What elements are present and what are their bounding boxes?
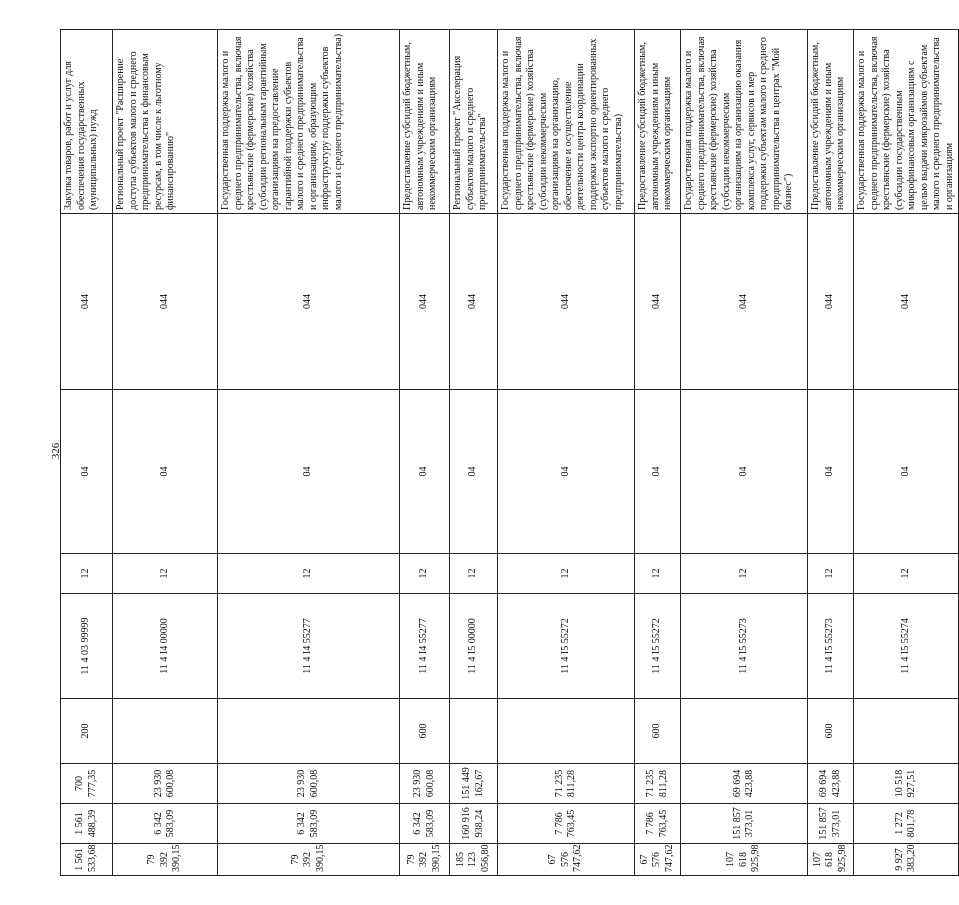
expense-type-cell (681, 699, 808, 764)
value-2024-cell: 71 235 811,28 (635, 764, 681, 804)
subsection-cell: 12 (61, 554, 113, 594)
table-row (498, 30, 635, 876)
value-2025-cell: 6 342 583,09 (400, 804, 450, 844)
subsection-cell: 12 (450, 554, 498, 594)
value-2025-cell: 151 857 373,01 (808, 804, 854, 844)
expense-type-cell (854, 699, 959, 764)
subsection-cell: 12 (218, 554, 400, 594)
subsection-cell: 12 (498, 554, 635, 594)
value-2024-cell: 700 777,35 (61, 764, 113, 804)
item-name-cell: Государственная поддержка малого и среднего предпринимательства, включая крестьянские (фермерские) хозяйства (субсидии региональным гарантийным организациям на предоставление гарантийной поддержки субъектов малого и среднего предпринимательства и организациям, образующим инфраструктуру поддержки субъектов малого и среднего предпринимательства) (218, 30, 400, 214)
target-article-cell: 11 4 I5 55273 (808, 594, 854, 699)
section-cell: 04 (113, 390, 218, 554)
value-2026-cell: 79 392 390,15 (218, 844, 400, 876)
expense-type-cell: 600 (808, 699, 854, 764)
subsection-cell: 12 (400, 554, 450, 594)
target-article-cell: 11 4 I4 00000 (113, 594, 218, 699)
value-2026-cell: 9 927 383,20 (854, 844, 959, 876)
value-2026-cell: 67 576 747,62 (635, 844, 681, 876)
value-2024-cell: 23 930 600,08 (113, 764, 218, 804)
grbs-code-cell: 044 (450, 214, 498, 390)
grbs-code-cell: 044 (113, 214, 218, 390)
value-2025-cell: 160 916 938,24 (450, 804, 498, 844)
grbs-code-cell: 044 (808, 214, 854, 390)
section-cell: 04 (400, 390, 450, 554)
target-article-cell: 11 4 I5 55274 (854, 594, 959, 699)
target-article-cell: 11 4 I5 55273 (681, 594, 808, 699)
target-article-cell: 11 4 I5 55272 (635, 594, 681, 699)
value-2026-cell: 185 123 056,80 (450, 844, 498, 876)
section-cell: 04 (854, 390, 959, 554)
section-cell: 04 (681, 390, 808, 554)
grbs-code-cell: 044 (635, 214, 681, 390)
rotated-page-content (60, 30, 955, 876)
table-row (113, 30, 218, 876)
value-2026-cell: 107 618 925,98 (808, 844, 854, 876)
table-row (450, 30, 498, 876)
table-row (681, 30, 808, 876)
table-row (635, 30, 681, 876)
subsection-cell: 12 (681, 554, 808, 594)
section-cell: 04 (218, 390, 400, 554)
target-article-cell: 11 4 I4 55277 (400, 594, 450, 699)
item-name-cell: Предоставление субсидий бюджетным, автономным учреждениям и иным некоммерческим организациям (808, 30, 854, 214)
value-2025-cell: 7 786 763,45 (635, 804, 681, 844)
expense-type-cell: 600 (400, 699, 450, 764)
item-name-cell: Закупка товаров, работ и услуг для обеспечения государственных (муниципальных) нужд (61, 30, 113, 214)
grbs-code-cell: 044 (854, 214, 959, 390)
value-2024-cell: 10 518 927,51 (854, 764, 959, 804)
section-cell: 04 (498, 390, 635, 554)
expense-type-cell (113, 699, 218, 764)
value-2026-cell: 79 392 390,15 (113, 844, 218, 876)
grbs-code-cell: 044 (61, 214, 113, 390)
expense-type-cell (498, 699, 635, 764)
section-cell: 04 (450, 390, 498, 554)
table-row (854, 30, 959, 876)
value-2024-cell: 23 930 600,08 (400, 764, 450, 804)
grbs-code-cell: 044 (681, 214, 808, 390)
item-name-cell: Региональный проект "Акселерация субъектов малого и среднего предпринимательства" (450, 30, 498, 214)
value-2025-cell: 7 786 763,45 (498, 804, 635, 844)
subsection-cell: 12 (854, 554, 959, 594)
value-2024-cell: 69 694 423,88 (808, 764, 854, 804)
expense-type-cell (218, 699, 400, 764)
subsection-cell: 12 (113, 554, 218, 594)
item-name-cell: Государственная поддержка малого и среднего предпринимательства, включая крестьянские (фермерские) хозяйства (субсидии некоммерческим организациям на организацию, обеспечение и осуществление деятельности центра координации поддержки экспортно ориентированных субъектов малого и среднего предпринимательства) (498, 30, 635, 214)
section-cell: 04 (61, 390, 113, 554)
table-row (808, 30, 854, 876)
expense-type-cell: 600 (635, 699, 681, 764)
value-2025-cell: 1 272 801,78 (854, 804, 959, 844)
target-article-cell: 11 4 I5 00000 (450, 594, 498, 699)
value-2025-cell: 1 561 488,39 (61, 804, 113, 844)
value-2026-cell: 1 561 533,68 (61, 844, 113, 876)
page-number: 326 (50, 442, 62, 460)
value-2026-cell: 79 392 390,15 (400, 844, 450, 876)
grbs-code-cell: 044 (400, 214, 450, 390)
grbs-code-cell: 044 (218, 214, 400, 390)
budget-table (60, 29, 959, 876)
grbs-code-cell: 044 (498, 214, 635, 390)
expense-type-cell (450, 699, 498, 764)
target-article-cell: 11 4 03 99999 (61, 594, 113, 699)
value-2024-cell: 69 694 423,88 (681, 764, 808, 804)
value-2026-cell: 67 576 747,62 (498, 844, 635, 876)
value-2025-cell: 6 342 583,09 (218, 804, 400, 844)
table-row (61, 30, 113, 876)
target-article-cell: 11 4 I5 55272 (498, 594, 635, 699)
value-2025-cell: 6 342 583,09 (113, 804, 218, 844)
table-row (218, 30, 400, 876)
expense-type-cell: 200 (61, 699, 113, 764)
section-cell: 04 (808, 390, 854, 554)
value-2024-cell: 23 930 600,08 (218, 764, 400, 804)
value-2024-cell: 151 449 162,67 (450, 764, 498, 804)
value-2025-cell: 151 857 373,01 (681, 804, 808, 844)
item-name-cell: Предоставление субсидий бюджетным, автономным учреждениям и иным некоммерческим организациям (400, 30, 450, 214)
value-2026-cell: 107 618 925,98 (681, 844, 808, 876)
subsection-cell: 12 (635, 554, 681, 594)
section-cell: 04 (635, 390, 681, 554)
item-name-cell: Предоставление субсидий бюджетным, автономным учреждениям и иным некоммерческим организациям (635, 30, 681, 214)
table-row (400, 30, 450, 876)
value-2024-cell: 71 235 811,28 (498, 764, 635, 804)
subsection-cell: 12 (808, 554, 854, 594)
item-name-cell: Государственная поддержка малого и среднего предпринимательства, включая крестьянские (фермерские) хозяйства (субсидии некоммерческим организациям на организацию оказания комплекса услуг, сервисов и мер поддержки субъектам малого и среднего предпринимательства в центрах "Мой бизнес") (681, 30, 808, 214)
item-name-cell: Региональный проект "Расширение доступа субъектов малого и среднего предпринимательства к финансовым ресурсам, в том числе к льготному финансированию" (113, 30, 218, 214)
target-article-cell: 11 4 I4 55277 (218, 594, 400, 699)
item-name-cell: Государственная поддержка малого и среднего предпринимательства, включая крестьянские (фермерские) хозяйства (субсидии государственным микрофинансовым организациям с целью выдачи микрозаймов субъектам малого и среднего предпринимательства и организациям (854, 30, 959, 214)
